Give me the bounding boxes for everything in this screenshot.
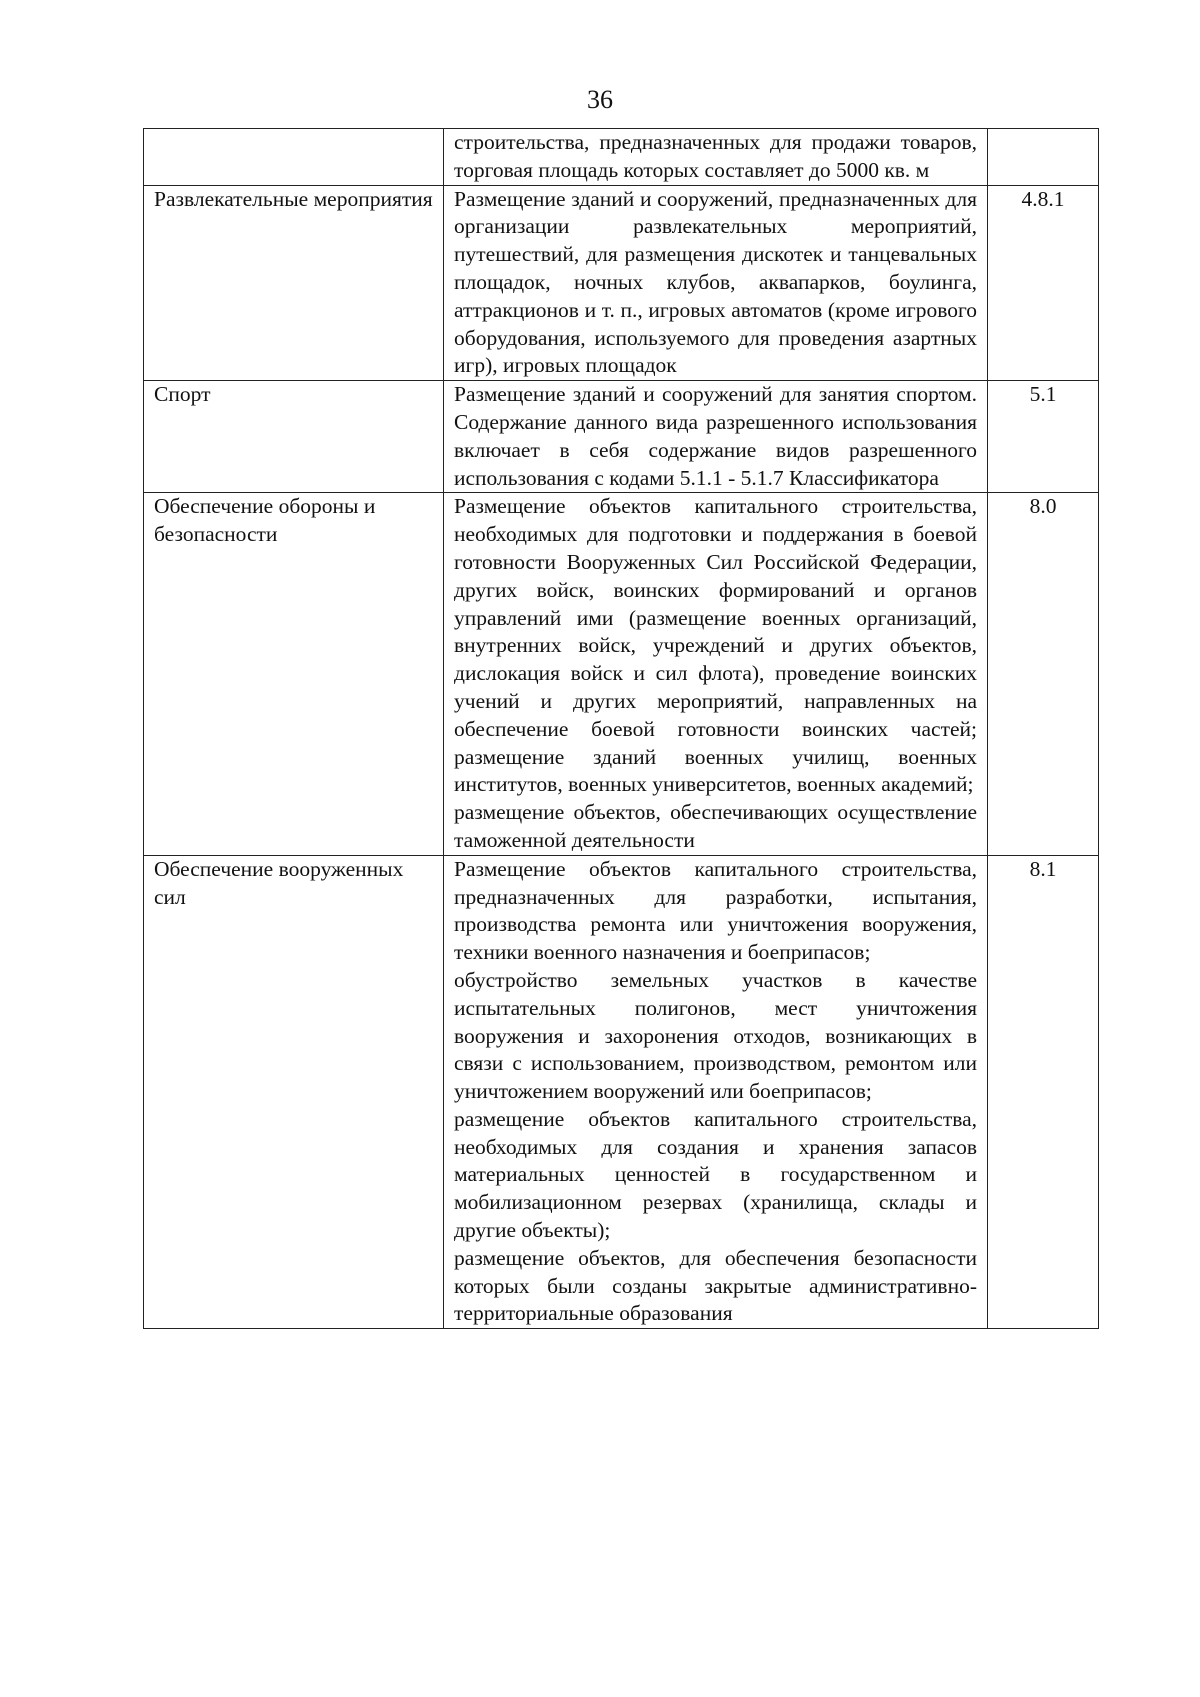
use-type-name [144, 129, 444, 186]
use-type-code: 8.1 [988, 855, 1099, 1329]
use-type-code: 5.1 [988, 381, 1099, 493]
description-paragraph: Размещение объектов капитального строительства, необходимых для подготовки и поддержания в боевой готовности Вооруженных Сил Российской Федерации, других войск, воинских формирований и органов управлений ими (размещение военных организаций, внутренних войск, учреждений и других объектов, дислокация войск и сил флота), проведение воинских учений и других мероприятий, направленных на обеспечение боевой готовности воинских частей; размещение зданий военных училищ, военных институтов, военных университетов, военных академий; [454, 494, 977, 797]
use-type-description [444, 493, 988, 855]
use-type-name: Обеспечение обороны и безопасности [144, 493, 444, 855]
use-type-name: Спорт [144, 381, 444, 493]
use-type-description [444, 129, 988, 186]
use-type-description [444, 855, 988, 1329]
use-type-description [444, 381, 988, 493]
description-paragraph: обустройство земельных участков в качестве испытательных полигонов, мест уничтожения вооружения и захоронения отходов, возникающих в связи с использованием, производством, ремонтом или уничтожением вооружений или боеприпасов; [454, 967, 977, 1104]
description-paragraph: размещение объектов, для обеспечения безопасности которых были созданы закрытые административно-территориальные образования [454, 1245, 977, 1326]
table-row [144, 185, 1099, 381]
use-type-code [988, 129, 1099, 186]
description-paragraph: размещение объектов капитального строительства, необходимых для создания и хранения запасов материальных ценностей в государственном и мобилизационном резервах (хранилища, склады и другие объекты); [454, 1106, 977, 1243]
description-paragraph: Размещение объектов капитального строительства, предназначенных для разработки, испытания, производства ремонта или уничтожения вооружения, техники военного назначения и боеприпасов; [454, 856, 977, 965]
land-use-table [143, 128, 1099, 1329]
use-type-code: 8.0 [988, 493, 1099, 855]
use-type-description [444, 185, 988, 381]
table-row [144, 855, 1099, 1329]
table-row [144, 129, 1099, 186]
description-paragraph: строительства, предназначенных для продажи товаров, торговая площадь которых составляет до 5000 кв. м [454, 130, 977, 182]
use-type-code: 4.8.1 [988, 185, 1099, 381]
table-row [144, 493, 1099, 855]
description-paragraph: Размещение зданий и сооружений для занятия спортом. Содержание данного вида разрешенного использования включает в себя содержание видов разрешенного использования с кодами 5.1.1 - 5.1.7 Классификатора [454, 382, 977, 490]
page-number: 36 [587, 85, 613, 114]
description-paragraph: размещение объектов, обеспечивающих осуществление таможенной деятельности [454, 800, 977, 852]
use-type-name: Обеспечение вооруженных сил [144, 855, 444, 1329]
use-type-name: Развлекательные мероприятия [144, 185, 444, 381]
description-paragraph: Размещение зданий и сооружений, предназначенных для организации развлекательных мероприятий, путешествий, для размещения дискотек и танцевальных площадок, ночных клубов, аквапарков, боулинга, аттракционов и т. п., игровых автоматов (кроме игрового оборудования, используемого для проведения азартных игр), игровых площадок [454, 186, 977, 378]
table-row [144, 381, 1099, 493]
